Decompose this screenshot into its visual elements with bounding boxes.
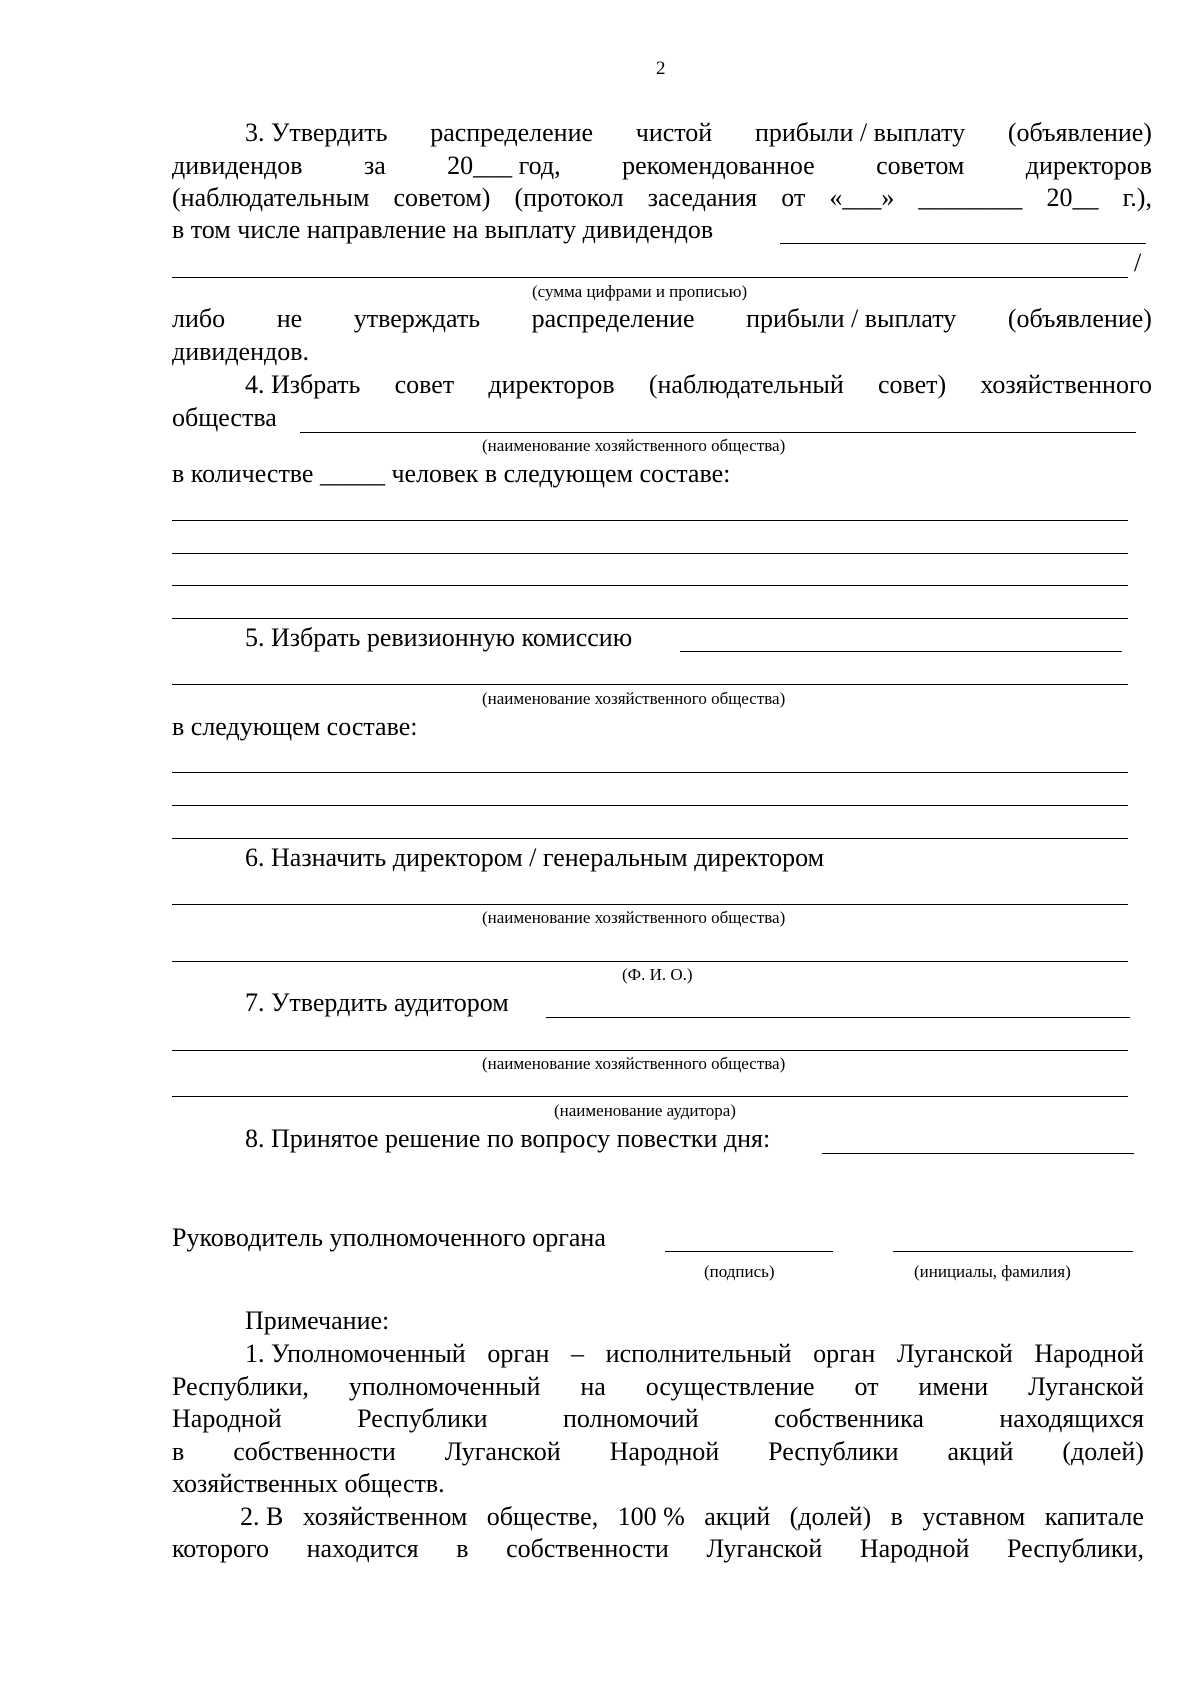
word: Республики, bbox=[1007, 1534, 1144, 1563]
note-p1-line4 bbox=[172, 1437, 1144, 1467]
word: 1. Уполномоченный bbox=[245, 1339, 466, 1368]
word: хозяйственного bbox=[980, 370, 1152, 399]
dividend-amount-blank-2[interactable] bbox=[172, 277, 1128, 278]
word: акций bbox=[704, 1502, 771, 1531]
word: находящихся bbox=[999, 1404, 1144, 1433]
word: собственности bbox=[506, 1534, 669, 1563]
word: полномочий bbox=[562, 1404, 699, 1433]
word: от bbox=[781, 183, 806, 212]
company-name-blank[interactable] bbox=[300, 432, 1136, 433]
word: от bbox=[854, 1372, 879, 1401]
word: Луганской bbox=[896, 1339, 1013, 1368]
caption-company-name-3: (наименование хозяйственного общества) bbox=[482, 908, 786, 927]
word: 100 % bbox=[617, 1502, 685, 1531]
caption-initials: (инициалы, фамилия) bbox=[914, 1262, 1071, 1281]
word: утверждать bbox=[353, 304, 481, 333]
note-p1-line3 bbox=[172, 1404, 1144, 1434]
auditor-company-blank[interactable] bbox=[172, 1050, 1128, 1051]
item5-line2: в следующем составе: bbox=[172, 712, 418, 741]
word: Народной bbox=[859, 1534, 970, 1563]
audit-member-blank-1[interactable] bbox=[172, 772, 1128, 773]
item3-line3 bbox=[172, 183, 1152, 213]
page-number: 2 bbox=[656, 58, 666, 79]
word: в bbox=[456, 1534, 469, 1563]
board-member-blank-4[interactable] bbox=[172, 618, 1128, 619]
caption-signature: (подпись) bbox=[704, 1262, 775, 1281]
word: 20__ bbox=[1046, 183, 1099, 212]
word: (наблюдательным bbox=[172, 183, 370, 212]
word: имени bbox=[918, 1372, 989, 1401]
word: 2. В bbox=[240, 1502, 284, 1531]
word: либо bbox=[172, 304, 226, 333]
item3-line2 bbox=[172, 151, 1152, 181]
item5-line1: 5. Избрать ревизионную комиссию bbox=[245, 623, 633, 652]
word: дивидендов bbox=[172, 151, 303, 180]
audit-member-blank-3[interactable] bbox=[172, 838, 1128, 839]
word: акций bbox=[947, 1437, 1014, 1466]
audit-company-blank[interactable] bbox=[172, 684, 1128, 685]
auditor-name-blank[interactable] bbox=[172, 1096, 1128, 1097]
word: уставном bbox=[922, 1502, 1026, 1531]
word: Народной bbox=[1034, 1339, 1144, 1368]
word: Луганской bbox=[706, 1534, 823, 1563]
item7-line1: 7. Утвердить аудитором bbox=[245, 988, 509, 1017]
word: заседания bbox=[647, 183, 758, 212]
item3-line5 bbox=[172, 304, 1152, 334]
word: советом bbox=[876, 151, 965, 180]
word: чистой bbox=[635, 118, 713, 147]
word: собственности bbox=[233, 1437, 396, 1466]
word: (протокол bbox=[514, 183, 624, 212]
slash-mark: / bbox=[1134, 248, 1142, 277]
item6-line1: 6. Назначить директором / генеральным директором bbox=[245, 843, 825, 872]
word: прибыли / выплату bbox=[746, 304, 957, 333]
word: «___» bbox=[829, 183, 895, 212]
caption-auditor: (наименование аудитора) bbox=[554, 1101, 736, 1120]
word: (объявление) bbox=[1007, 118, 1152, 147]
word: (долей) bbox=[789, 1502, 872, 1531]
word: Республики bbox=[357, 1404, 488, 1433]
word: прибыли / выплату bbox=[754, 118, 966, 147]
word: в bbox=[172, 1437, 185, 1466]
item4-line1 bbox=[245, 370, 1152, 400]
word: 20___ год, bbox=[447, 151, 561, 180]
caption-company-name-4: (наименование хозяйственного общества) bbox=[482, 1054, 786, 1073]
note-p2-line2 bbox=[172, 1534, 1144, 1564]
board-member-blank-1[interactable] bbox=[172, 520, 1128, 521]
word: Республики, bbox=[172, 1372, 309, 1401]
word: директоров bbox=[488, 370, 615, 399]
note-p1-line5: хозяйственных обществ. bbox=[172, 1469, 445, 1498]
word: за bbox=[363, 151, 386, 180]
caption-amount: (сумма цифрами и прописью) bbox=[532, 282, 748, 301]
word: исполнительный bbox=[605, 1339, 792, 1368]
board-member-blank-3[interactable] bbox=[172, 585, 1128, 586]
word: распределение bbox=[531, 304, 695, 333]
board-member-blank-2[interactable] bbox=[172, 553, 1128, 554]
word: на bbox=[580, 1372, 606, 1401]
auditor-blank[interactable] bbox=[546, 1017, 1130, 1018]
word: директоров bbox=[1025, 151, 1152, 180]
word: уполномоченный bbox=[348, 1372, 541, 1401]
word: Луганской bbox=[1028, 1372, 1144, 1401]
caption-company-name: (наименование хозяйственного общества) bbox=[482, 436, 786, 455]
item3-line6: дивидендов. bbox=[172, 337, 310, 366]
word: Народной bbox=[172, 1404, 282, 1433]
signature-label: Руководитель уполномоченного органа bbox=[172, 1223, 606, 1252]
word: распределение bbox=[430, 118, 594, 147]
word: (наблюдательный bbox=[648, 370, 844, 399]
item4-line2: общества bbox=[172, 403, 277, 432]
word: обществе, bbox=[486, 1502, 599, 1531]
word: в bbox=[890, 1502, 903, 1531]
item8-line1: 8. Принятое решение по вопросу повестки дня: bbox=[245, 1124, 771, 1153]
word: собственника bbox=[774, 1404, 924, 1433]
word: Луганской bbox=[444, 1437, 561, 1466]
audit-commission-blank[interactable] bbox=[680, 651, 1122, 652]
word: орган bbox=[813, 1339, 876, 1368]
word: не bbox=[276, 304, 303, 333]
note-p2-line1 bbox=[240, 1502, 1144, 1532]
word: Республики bbox=[768, 1437, 899, 1466]
director-company-blank[interactable] bbox=[172, 904, 1128, 905]
decision-blank[interactable] bbox=[822, 1153, 1134, 1154]
word: которого bbox=[172, 1534, 270, 1563]
signature-blank[interactable] bbox=[665, 1251, 833, 1252]
caption-fio: (Ф. И. О.) bbox=[622, 965, 693, 984]
word: хозяйственном bbox=[302, 1502, 468, 1531]
word: совет bbox=[394, 370, 455, 399]
word: (долей) bbox=[1062, 1437, 1144, 1466]
note-p1-line2 bbox=[172, 1372, 1144, 1402]
director-name-blank[interactable] bbox=[172, 961, 1128, 962]
word: 4. Избрать bbox=[245, 370, 361, 399]
word: рекомендованное bbox=[622, 151, 815, 180]
word: – bbox=[571, 1339, 585, 1368]
word: Народной bbox=[609, 1437, 720, 1466]
caption-company-name-2: (наименование хозяйственного общества) bbox=[482, 689, 786, 708]
word: капитале bbox=[1044, 1502, 1144, 1531]
word: г.), bbox=[1122, 183, 1152, 212]
initials-blank[interactable] bbox=[893, 1251, 1133, 1252]
audit-member-blank-2[interactable] bbox=[172, 805, 1128, 806]
note-title: Примечание: bbox=[245, 1306, 390, 1335]
item4-line3: в количестве _____ человек в следующем составе: bbox=[172, 459, 731, 488]
word: совет) bbox=[877, 370, 947, 399]
word: (объявление) bbox=[1007, 304, 1152, 333]
item3-line1 bbox=[245, 118, 1152, 148]
item3-line4: в том числе направление на выплату дивидендов bbox=[172, 215, 714, 244]
word: 3. Утвердить bbox=[245, 118, 388, 147]
word: орган bbox=[487, 1339, 550, 1368]
word: ________ bbox=[918, 183, 1023, 212]
word: осуществление bbox=[645, 1372, 815, 1401]
note-p1-line1 bbox=[245, 1339, 1144, 1369]
dividend-amount-blank[interactable] bbox=[780, 243, 1146, 244]
word: советом) bbox=[393, 183, 491, 212]
word: находится bbox=[306, 1534, 419, 1563]
